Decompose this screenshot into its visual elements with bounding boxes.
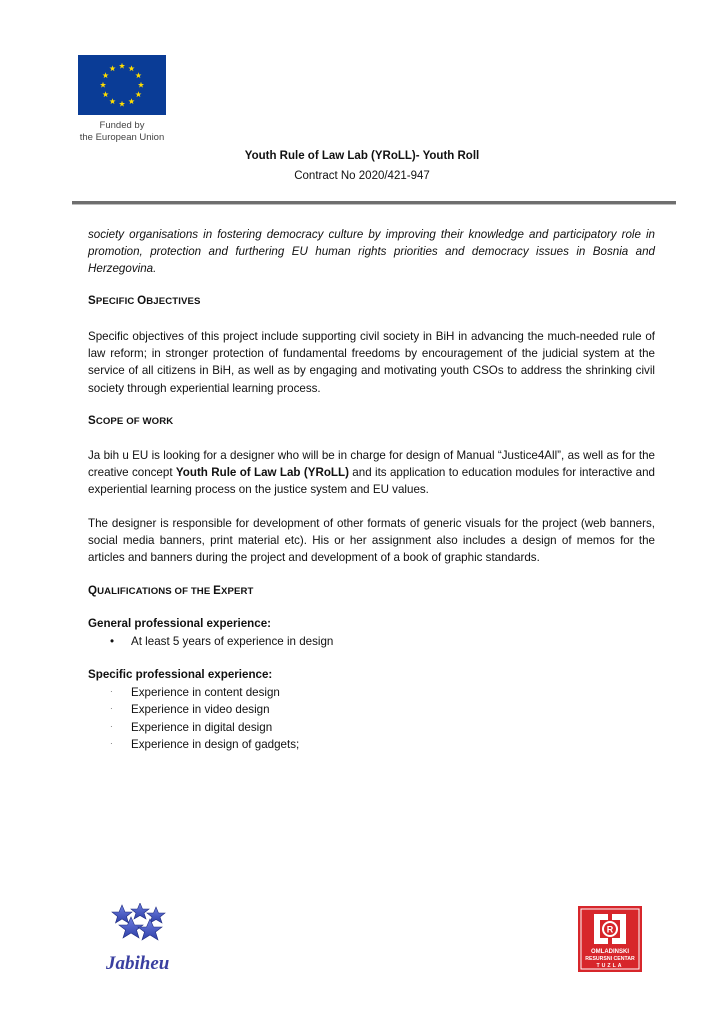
ormc-line1: OMLADINSKI [591,949,629,955]
specific-objectives-heading: SPECIFIC OBJECTIVES [88,294,201,307]
intro-paragraph: society organisations in fostering democracy culture by improving their knowledge and participatory role in promotion, protection and furthering EU human rights priorities and democracy issues in Bosnia and Herzegovina. [88,228,655,276]
list-item: · Experience in content design [88,684,299,701]
eu-star-icon [119,101,125,107]
list-item: · Experience in digital design [88,719,299,736]
header-divider-shadow [72,204,676,205]
scope-paragraph-1: Ja bih u EU is looking for a designer who will be in charge for design of Manual “Justice4All”, as well as for the creative concept Youth Rule of Law Lab (YRoLL) and its application to education modules for interactive and experiential learning process on the justice system and EU values. [88,449,655,497]
eu-star-icon [103,72,109,78]
document-title: Youth Rule of Law Lab (YRoLL)- Youth Roll [244,150,480,162]
list-item: · Experience in video design [88,701,299,718]
list-item: · Experience in design of gadgets; [88,736,299,753]
eu-star-icon [138,82,144,88]
specific-experience-list [88,684,299,753]
specific-experience-heading: Specific professional experience: [88,668,273,681]
bullet-icon: · [110,738,113,748]
eu-caption-line1: Funded by [99,120,145,131]
jabiheu-logo [104,903,184,975]
specific-objectives-paragraph: Specific objectives of this project include supporting civil society in BiH in advancing the much-needed rule of law reform; in stronger protection of fundamental freedoms by encouragement of the judicial system at the service of all citizens in BiH, as well as by engaging and motivating youth CSOs to address the shrinking civil society through experiential learning process. [88,330,655,395]
eu-star-icon [100,82,106,88]
eu-funding-caption [70,120,174,144]
bullet-icon: · [110,687,113,696]
general-experience-list [88,633,333,650]
bullet-icon: · [110,704,113,714]
eu-star-icon [109,98,115,104]
eu-star-icon [119,63,125,69]
ormc-line2: RESURSNI CENTAR [585,956,635,962]
eu-star-icon [109,65,115,71]
scope-paragraph-2: The designer is responsible for development of other formats of generic visuals for the project (web banners, social media banners, print material etc). His or her assignment also includes a design of memos for the articles and banners during the project and development of a book of graphic standards. [88,517,655,565]
eu-star-icon [103,91,109,97]
eu-flag-logo [78,55,166,115]
bullet-icon: • [110,635,115,648]
ormc-emblem-icon [578,906,642,972]
eu-star-icon [128,65,134,71]
eu-star-icon [135,91,141,97]
eu-caption-line2: the European Union [79,132,165,143]
yroll-bold: Youth Rule of Law Lab (YRoLL) [175,466,349,480]
list-item: • At least 5 years of experience in design [88,633,333,650]
jabiheu-stars-icon [104,903,184,975]
svg-text:R: R [606,924,614,935]
qualifications-heading: QUALIFICATIONS OF THE EXPERT [88,584,254,597]
eu-stars-icon [78,55,166,115]
eu-star-icon [135,72,141,78]
eu-star-icon [128,98,134,104]
contract-number: Contract No 2020/421-947 [294,170,430,182]
ormc-tuzla-logo [578,906,642,972]
scope-of-work-heading: SCOPE OF WORK [88,414,174,427]
ormc-line3: TUZLA [596,963,624,969]
jabiheu-wordmark: Jabiheu [106,953,170,974]
bullet-icon: · [110,721,113,731]
general-experience-heading: General professional experience: [88,617,271,630]
